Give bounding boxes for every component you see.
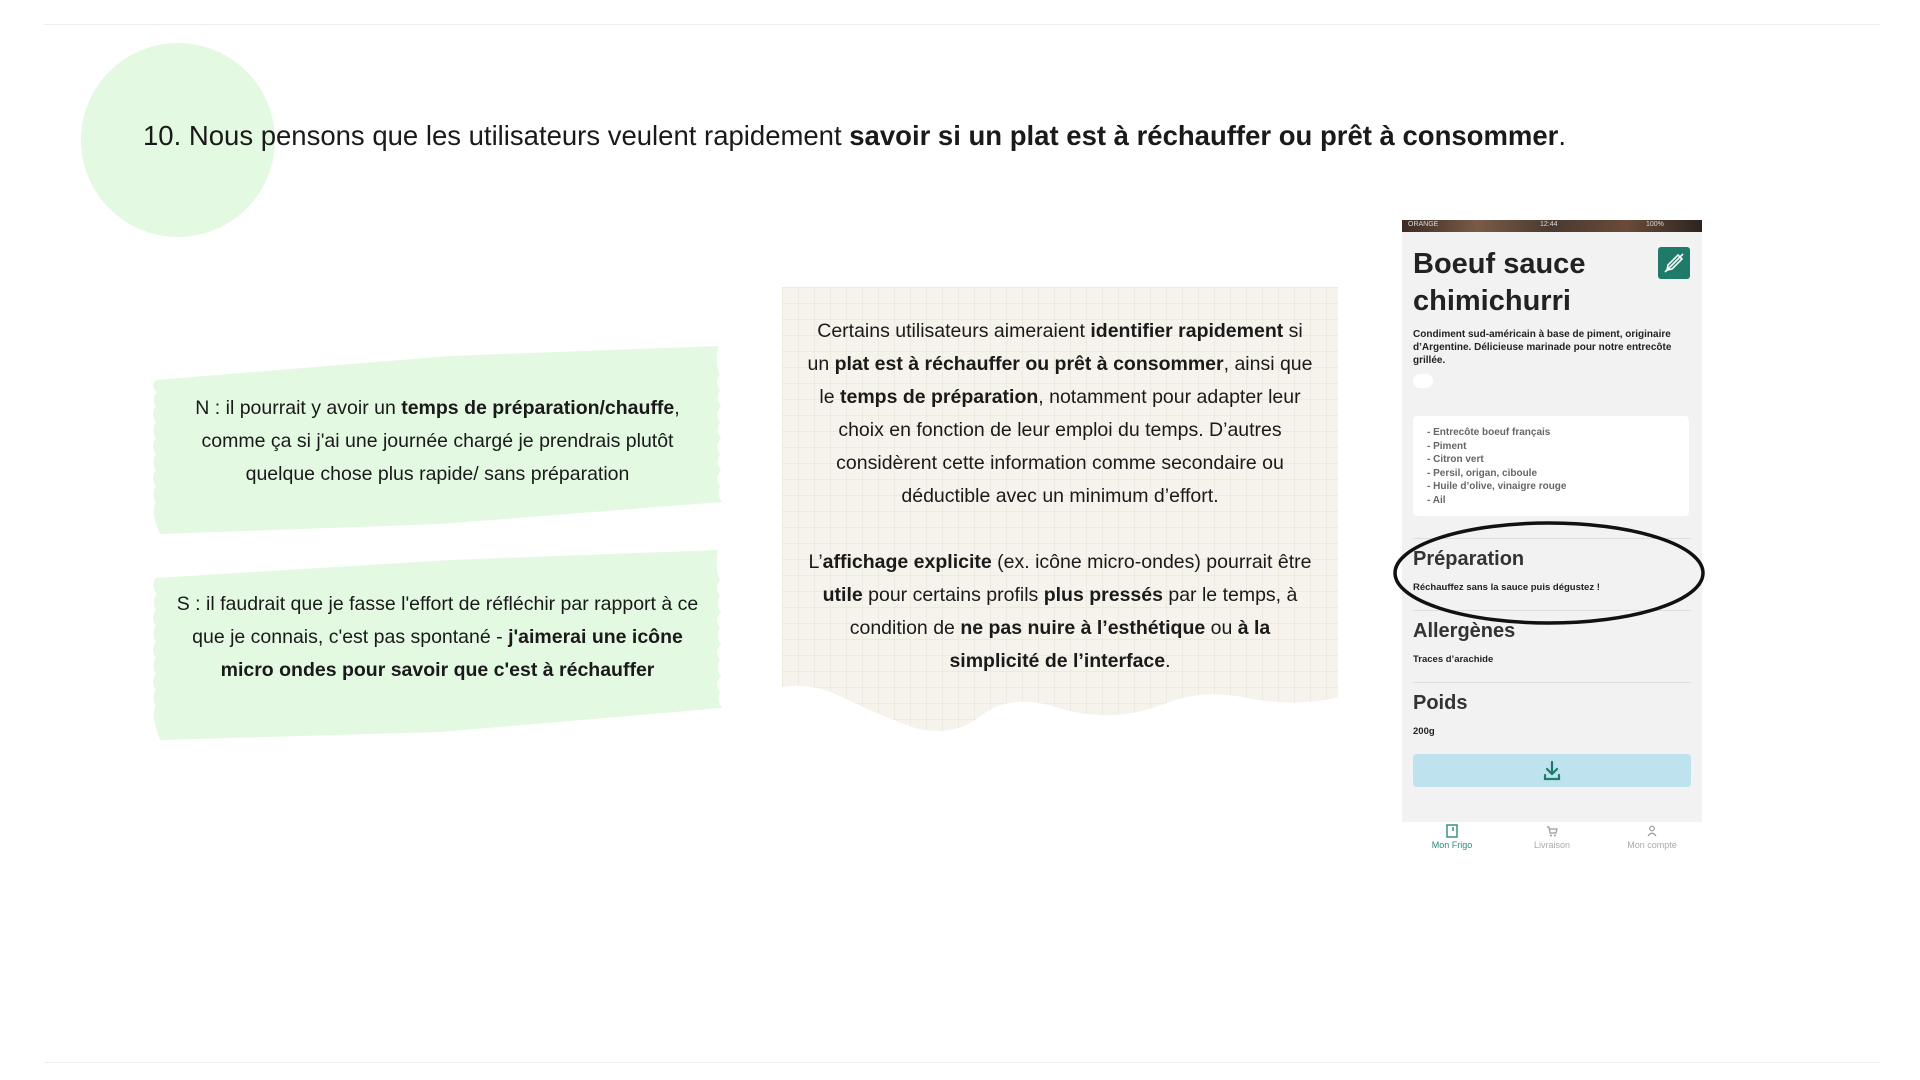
- allergens-title: Allergènes: [1413, 620, 1516, 642]
- allergens-text: Traces d’arachide: [1413, 654, 1494, 665]
- tab-label: Livraison: [1533, 840, 1571, 850]
- cart-icon: [1502, 824, 1602, 840]
- ingredient-item: - Entrecôte boeuf français: [1427, 427, 1551, 438]
- fridge-icon: [1402, 824, 1502, 840]
- tab-livraison[interactable]: [1502, 824, 1602, 850]
- preparation-text: Réchauffez sans la sauce puis dégustez !: [1413, 582, 1600, 593]
- carrier-label: ORANGE: [1408, 221, 1439, 228]
- tab-mon-frigo[interactable]: [1402, 824, 1502, 850]
- preparation-title: Préparation: [1413, 548, 1525, 570]
- ingredient-item: - Huile d’olive, vinaigre rouge: [1427, 481, 1567, 492]
- headline-bold: savoir si un plat est à réchauffer ou prêt à consommer: [849, 120, 1559, 151]
- tab-label: Mon Frigo: [1431, 840, 1473, 850]
- tab-bar: [1402, 822, 1702, 864]
- quote-note-n: [150, 344, 725, 534]
- ingredients-card: [1413, 416, 1689, 516]
- weight-title: Poids: [1413, 692, 1468, 714]
- tab-label: Mon compte: [1627, 840, 1677, 850]
- highlight-ellipse: [1391, 520, 1707, 626]
- download-icon: [1542, 760, 1562, 782]
- tab-mon-compte[interactable]: [1602, 824, 1702, 850]
- ingredient-item: - Piment: [1427, 440, 1467, 452]
- quote-note-s: [150, 550, 725, 740]
- edit-icon: [1658, 247, 1690, 279]
- battery-label: 100%: [1646, 221, 1664, 228]
- headline-text: 10. Nous pensons que les utilisateurs veulent rapidement: [143, 120, 850, 151]
- synthesis-card: [782, 287, 1338, 747]
- toggle-switch[interactable]: [1413, 374, 1433, 388]
- divider: [1413, 682, 1691, 683]
- top-rule: [44, 24, 1880, 25]
- note-s-text: S : il faudrait que je fasse l'effort de réfléchir par rapport à ce que je connais, c'est pas spontané - j'aimerai une icône micro ondes pour savoir que c'est à réchauffer: [176, 593, 699, 681]
- headline-suffix: .: [1558, 120, 1567, 151]
- weight-text: 200g: [1413, 726, 1435, 737]
- dish-title: Boeuf sauce chimichurri: [1413, 248, 1586, 317]
- dish-description: Condiment sud-américain à base de piment, originaire d’Argentine. Délicieuse marinade pour notre entrecôte grillée.: [1413, 329, 1672, 366]
- ingredient-item: - Ail: [1427, 494, 1446, 506]
- edit-button[interactable]: [1658, 247, 1690, 279]
- bottom-rule: [44, 1062, 1880, 1063]
- page-headline: [143, 120, 1566, 152]
- ingredient-item: - Citron vert: [1427, 454, 1484, 465]
- note-n-text: N : il pourrait y avoir un temps de préparation/chauffe, comme ça si j'ai une journée chargé je prendrais plutôt quelque chose plus rapide/ sans préparation: [195, 397, 680, 485]
- ingredient-item: - Persil, origan, ciboule: [1427, 467, 1538, 479]
- time-label: 12:44: [1540, 221, 1558, 228]
- status-bar: [1402, 220, 1702, 232]
- user-icon: [1602, 824, 1702, 840]
- synthesis-text: Certains utilisateurs aimeraient identifier rapidement si un plat est à réchauffer ou prêt à consommer, ainsi que le temps de préparation, notamment pour adapter leur choix en fonction de leur emploi du temps. D’autres considèrent cette information comme secondaire ou déductible avec un minimum d’effort. L’affichage explicite (ex. icône micro-ondes) pourrait être utile pour certains profils plus pressés par le temps, à condition de ne pas nuire à l’esthétique ou à la simplicité de l’interface.: [807, 320, 1313, 672]
- download-button[interactable]: [1413, 754, 1691, 787]
